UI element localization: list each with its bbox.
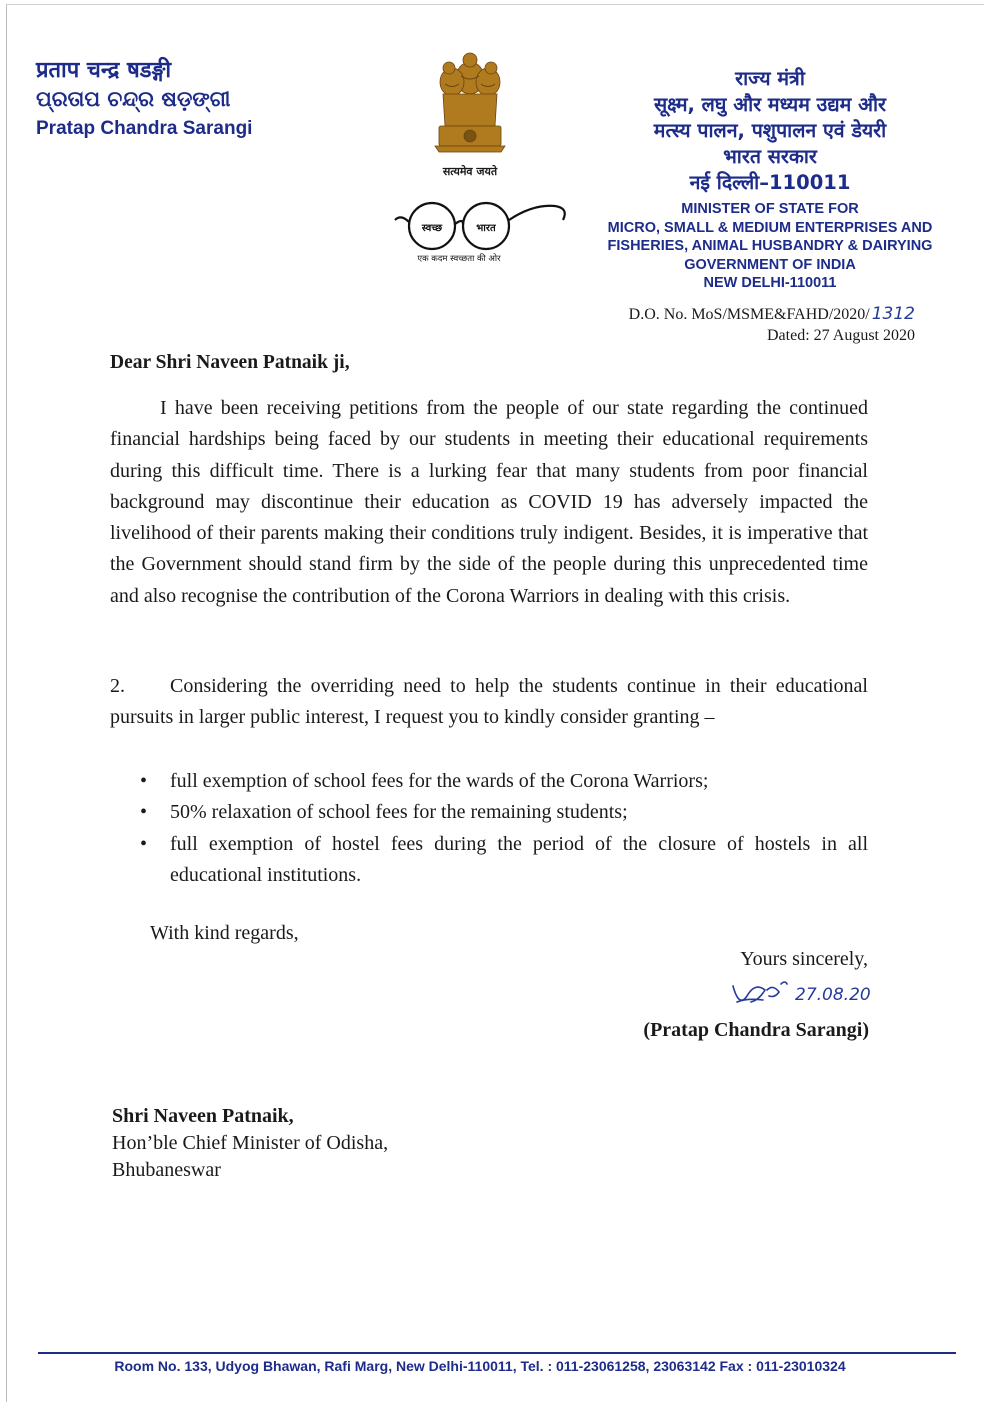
ministry-english — [560, 200, 980, 293]
swachh-bharat-logo-icon — [385, 192, 580, 267]
emblem-motto: सत्यमेव जयते — [442, 165, 498, 178]
ministry-hindi-line: भारत सरकार — [723, 145, 817, 168]
sender-name-english: Pratap Chandra Sarangi — [36, 118, 253, 139]
signatory-name: (Pratap Chandra Sarangi) — [643, 1019, 869, 1041]
salutation: Dear Shri Naveen Patnaik ji, — [110, 352, 350, 373]
addressee-name: Shri Naveen Patnaik, — [112, 1105, 294, 1127]
footer-divider — [38, 1352, 956, 1354]
ministry-hindi-line: सूक्ष्म, लघु और मध्यम उद्यम और — [653, 93, 887, 116]
paragraph-2-number: 2. — [110, 675, 125, 697]
bullet-dot: • — [140, 770, 148, 792]
valediction: Yours sincerely, — [740, 948, 868, 970]
paragraph-2-text: Considering the overriding need to help the students continue in their educational pursuits in larger public interest, I request you to kindly consider granting – — [110, 675, 868, 729]
sender-name-hindi: प्रताप चन्द्र षडङ्गी — [36, 58, 172, 83]
ministry-hindi-line: नई दिल्ली–110011 — [689, 171, 851, 194]
national-emblem-icon — [425, 48, 515, 183]
ministry-english-line: MINISTER OF STATE FOR — [681, 201, 859, 217]
list-item — [110, 766, 868, 797]
bullet-dot: • — [140, 832, 148, 855]
list-item-text: 50% relaxation of school fees for the remaining students; — [170, 801, 628, 824]
swachh-tagline: एक कदम स्वच्छता की ओर — [417, 254, 501, 264]
ministry-hindi-line: राज्य मंत्री — [735, 67, 805, 90]
reference-block — [560, 304, 915, 346]
swachh-left-text: स्वच्छ — [421, 223, 443, 234]
signature-date: 27.08.20 — [795, 985, 871, 1005]
footer-address: Room No. 133, Udyog Bhawan, Rafi Marg, New Delhi-110011, Tel. : 011-23061258, 23063142 Fax : 011-23010324 — [114, 1358, 846, 1374]
ministry-english-line: NEW DELHI-110011 — [703, 275, 837, 291]
addressee-block — [112, 1103, 388, 1184]
ministry-english-line: FISHERIES, ANIMAL HUSBANDRY & DAIRYING — [607, 238, 933, 254]
list-item-text: full exemption of school fees for the wards of the Corona Warriors; — [170, 770, 709, 792]
ministry-english-line: GOVERNMENT OF INDIA — [684, 256, 856, 273]
list-item — [110, 797, 868, 828]
signature-icon — [725, 972, 925, 1022]
ministry-hindi-line: मत्स्य पालन, पशुपालन एवं डेयरी — [653, 119, 887, 142]
addressee-place: Bhubaneswar — [112, 1159, 221, 1181]
swachh-right-text: भारत — [476, 223, 496, 234]
letter-date: Dated: 27 August 2020 — [767, 327, 915, 344]
list-item — [110, 829, 868, 892]
sender-name-block — [36, 56, 252, 143]
paragraph-1: I have been receiving petitions from the people of our state regarding the continued financial hardships being faced by our students in meeting their educational requirements during this difficult time. There is a lurking fear that many students from poor financial background may discontinue their education as COVID 19 has adversely impacted the livelihood of their parents making their conditions truly indigent. Besides, it is imperative that the Government should stand firm by the side of the people during this unprecedented time and also recognise the contribution of the Corona Warriors in dealing with this crisis. — [110, 397, 868, 607]
request-list — [110, 766, 868, 891]
do-number: D.O. No. MoS/MSME&FAHD/2020/ — [628, 306, 870, 323]
do-number-handwritten: 1312 — [871, 304, 915, 324]
addressee-designation: Hon’ble Chief Minister of Odisha, — [112, 1132, 389, 1154]
ministry-english-line: MICRO, SMALL & MEDIUM ENTERPRISES AND — [607, 219, 933, 236]
closing-regards: With kind regards, — [150, 922, 299, 944]
bullet-dot: • — [140, 801, 148, 824]
paragraph-2 — [110, 671, 868, 734]
list-item-text: full exemption of hostel fees during the period of the closure of hostels in all educational institutions. — [170, 832, 868, 886]
sender-name-odia: ପ୍ରତାପ ଚନ୍ଦ୍ର ଷଡ଼ଙ୍ଗୀ — [36, 87, 231, 111]
do-number-line — [560, 304, 915, 325]
ministry-block — [560, 66, 980, 293]
ministry-hindi — [560, 66, 980, 196]
